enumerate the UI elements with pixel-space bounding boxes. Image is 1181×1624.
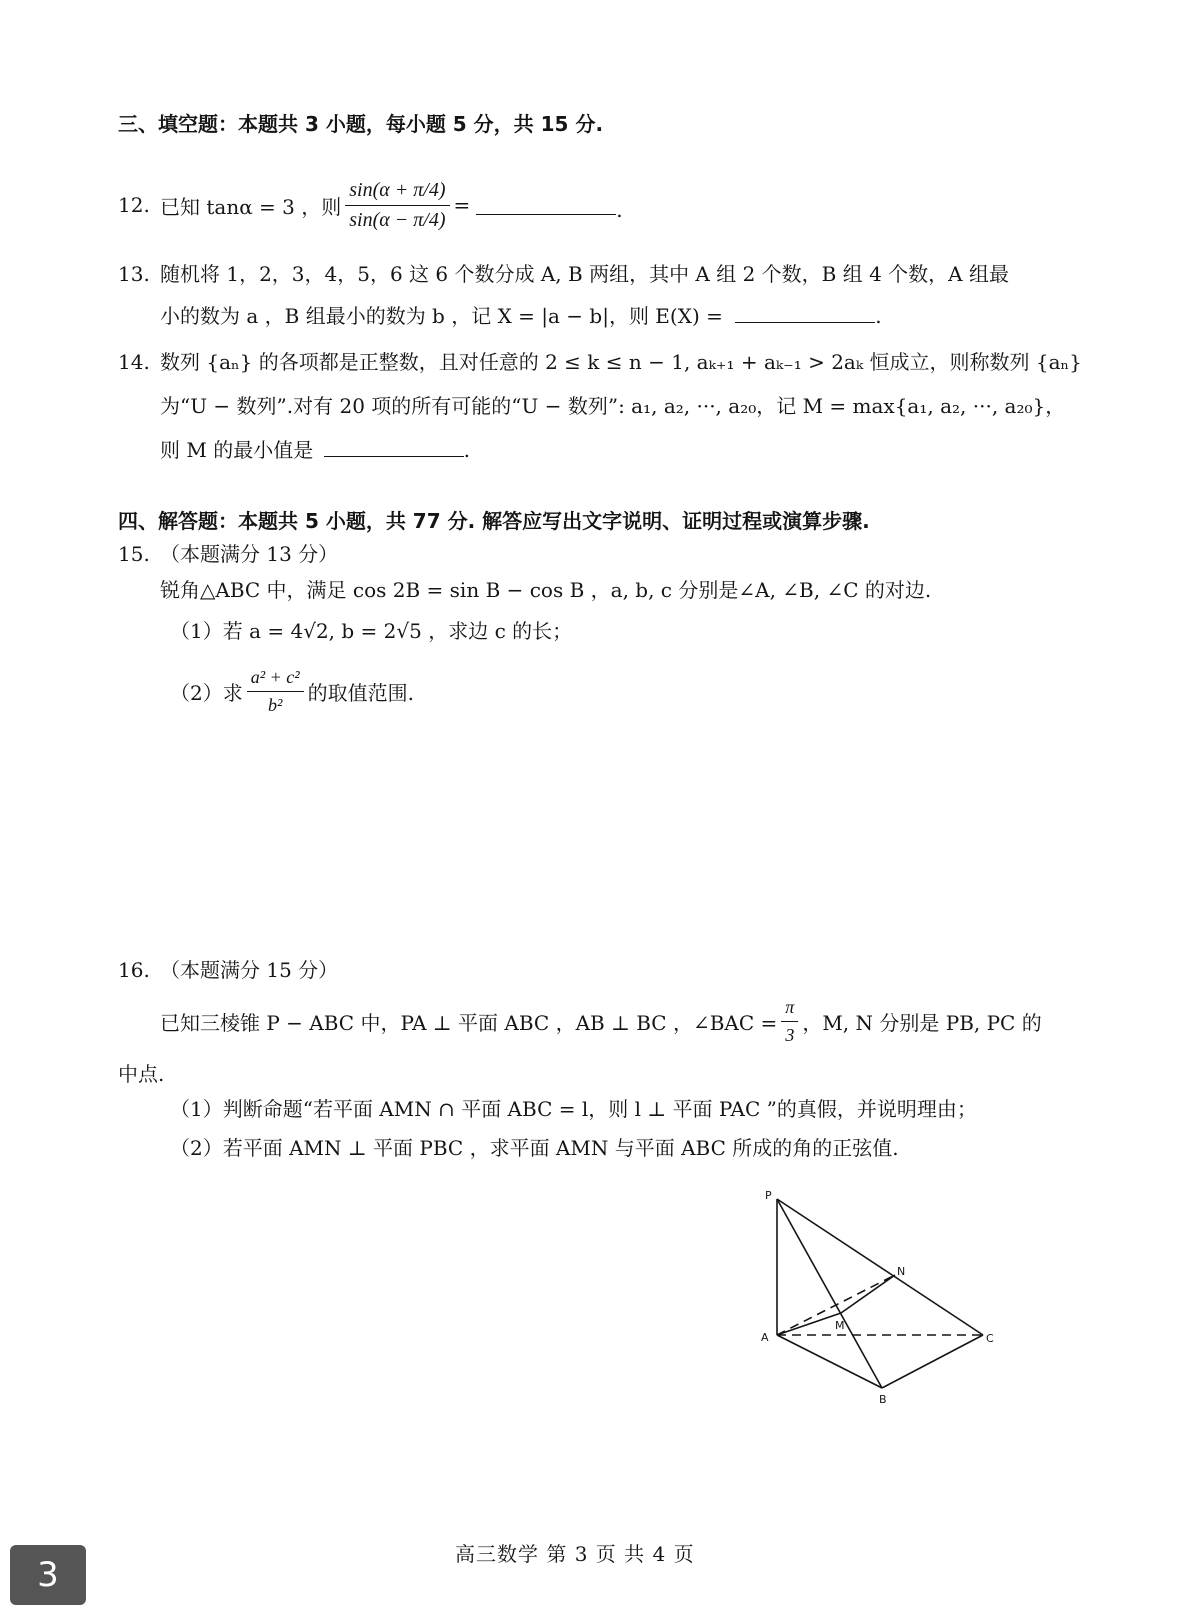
label-A: A (761, 1331, 769, 1344)
question-13-line2 (160, 302, 882, 330)
q13-number: 13. (118, 262, 150, 286)
label-C: C (986, 1332, 994, 1345)
q16-number: 16. (118, 958, 150, 982)
edge-PC (777, 1199, 983, 1335)
question-15 (118, 540, 338, 568)
question-14-line3 (160, 436, 470, 464)
question-14-line2 (160, 392, 1065, 420)
q12-equals: = (453, 193, 471, 217)
section-3-heading: 三、填空题：本题共 3 小题，每小题 5 分，共 15 分. (118, 112, 604, 136)
q13-line1: 随机将 1，2，3，4，5，6 这 6 个数分成 A, B 两组，其中 A 组 2 个数，B 组 4 个数，A 组最 (160, 262, 1009, 286)
q14-answer-blank[interactable] (324, 455, 464, 457)
segment-AM (777, 1313, 841, 1335)
section-4-heading: 四、解答题：本题共 5 小题，共 77 分. 解答应写出文字说明、证明过程或演算步骤. (118, 509, 870, 533)
q12-answer-blank[interactable] (476, 213, 616, 215)
q12-fraction (345, 178, 449, 233)
q16-angle-denominator: 3 (785, 1024, 795, 1045)
label-P: P (765, 1189, 772, 1202)
question-16 (118, 956, 338, 984)
q12-denominator: sin(α − π/4) (349, 208, 446, 231)
page-footer: 高三数学 第 3 页 共 4 页 (455, 1542, 695, 1566)
question-13 (118, 260, 1009, 288)
q15-number: 15. (118, 542, 150, 566)
q14-line3: 则 M 的最小值是 (160, 438, 314, 462)
q16-stem-prefix: 已知三棱锥 P − ABC 中，PA ⊥ 平面 ABC ，AB ⊥ BC ，∠BAC = (160, 1010, 778, 1035)
q13-suffix: . (875, 304, 882, 328)
q14-line2: 为“U − 数列”.对有 20 项的所有可能的“U − 数列”: a₁, a₂, ···, a₂₀，记 M = max{a₁, a₂, ···, a₂₀}， (160, 394, 1066, 418)
q14-line1: 数列 {aₙ} 的各项都是正整数，且对任意的 2 ≤ k ≤ n − 1, aₖ₊₁ + aₖ₋₁ > 2aₖ 恒成立，则称数列 {aₙ} (160, 350, 1082, 374)
q16-angle-fraction (781, 996, 798, 1046)
q15-part1: （1）若 a = 4√2, b = 2√5 ，求边 c 的长； (170, 619, 573, 643)
question-12 (118, 155, 623, 255)
q12-prefix: 已知 tanα = 3 ，则 (160, 194, 342, 219)
q13-line2: 小的数为 a ，B 组最小的数为 b ，记 X = |a − b|，则 E(X) = (160, 304, 723, 328)
edge-PB (777, 1199, 882, 1388)
q15-part2-prefix: （2）求 (170, 680, 243, 705)
q13-answer-blank[interactable] (735, 321, 875, 323)
pyramid-figure (755, 1185, 1035, 1410)
q14-suffix: . (463, 438, 470, 462)
q14-number: 14. (118, 350, 150, 374)
q16-stem-suffix: ，M, N 分别是 PB, PC 的 (802, 1010, 1042, 1035)
label-B: B (879, 1393, 887, 1406)
q15-part2-denominator: b² (268, 694, 283, 715)
edge-BC (882, 1335, 983, 1388)
q16-part2: （2）若平面 AMN ⊥ 平面 PBC ，求平面 AMN 与平面 ABC 所成的角的正弦值. (170, 1136, 899, 1160)
q16-score: （本题满分 15 分） (160, 958, 339, 982)
q15-part2-suffix: 的取值范围. (307, 680, 415, 705)
q16-stem (160, 990, 1042, 1052)
edge-AB (777, 1335, 882, 1388)
q16-angle-numerator: π (781, 996, 798, 1022)
q15-part2 (170, 660, 414, 722)
q15-score: （本题满分 13 分） (160, 542, 339, 566)
label-N: N (897, 1265, 906, 1278)
q12-number: 12. (118, 193, 150, 217)
q15-part2-fraction (247, 666, 304, 716)
q16-part1: （1）判断命题“若平面 AMN ∩ 平面 ABC = l，则 l ⊥ 平面 PAC ”的真假，并说明理由； (170, 1097, 977, 1121)
label-M: M (835, 1319, 845, 1332)
q12-suffix: . (616, 198, 623, 222)
segment-MN (841, 1275, 895, 1313)
question-14 (118, 348, 1082, 376)
q15-stem: 锐角△ABC 中，满足 cos 2B = sin B − cos B ，a, b, c 分别是∠A, ∠B, ∠C 的对边. (160, 578, 932, 602)
q16-stem-line2: 中点. (118, 1062, 165, 1086)
q12-numerator: sin(α + π/4) (345, 178, 449, 206)
page-number-badge: 3 (10, 1545, 86, 1605)
q15-part2-numerator: a² + c² (247, 666, 304, 692)
